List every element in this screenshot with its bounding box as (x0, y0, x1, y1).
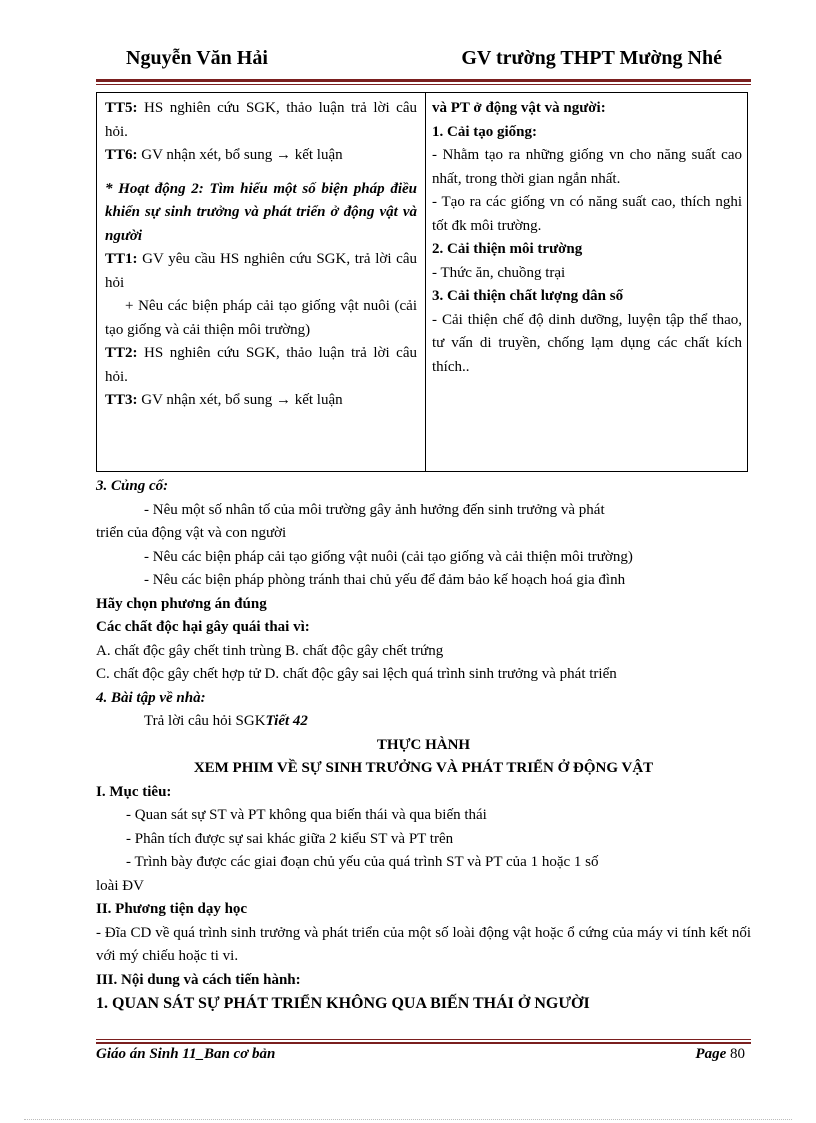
review-item-1a: - Nêu một số nhân tố của môi trường gây ảnh hưởng đến sinh trưởng và phát (144, 501, 605, 518)
review-item-1b: triển của động vật và con người (96, 525, 287, 541)
lesson-table (96, 92, 748, 472)
observation-heading: 1. QUAN SÁT SỰ PHÁT TRIỂN KHÔNG QUA BIẾN THÁI Ở NGƯỜI (96, 995, 590, 1012)
heading-chat-luong-dan-so: 3. Cải thiện chất lượng dân số (432, 288, 624, 304)
tt1-line: TT1: GV yêu cầu HS nghiên cứu SGK, trả lời câu hỏi (105, 251, 417, 291)
quiz-question: Các chất độc hại gây quái thai vì: (96, 619, 310, 635)
objectives-heading: I. Mục tiêu: (96, 783, 172, 800)
point-1: - Nhằm tạo ra những giống vn cho năng suất cao nhất, trong thời gian ngắn nhất. (432, 147, 742, 187)
homework-line: Trả lời câu hỏi SGKTiết 42 (144, 713, 308, 729)
heading-cai-tao-giong: 1. Cải tạo giống: (432, 123, 537, 140)
objective-3b: loài ĐV (96, 877, 144, 894)
quiz-options-ab: A. chất độc gây chết tinh trùng B. chất độc gây chết trứng (96, 642, 444, 659)
tt1-question: + Nêu các biện pháp cải tạo giống vật nuôi (cải tạo giống và cải thiện môi trường) (105, 298, 417, 338)
review-item-3: - Nêu các biện pháp phòng tránh thai chủ yếu để đảm bảo kế hoạch hoá gia đình (144, 572, 626, 588)
page-footer (96, 1046, 751, 1070)
table-right-column (432, 97, 742, 379)
point-4: - Cải thiện chế độ dinh dưỡng, luyện tập thể thao, tư vấn di truyền, chống lạm dụng các chất kích thích.. (432, 311, 742, 375)
right-heading: và PT ở động vật và người: (432, 100, 606, 116)
section-4-heading: 4. Bài tập về nhà: (96, 689, 206, 706)
header-rule-thin (96, 84, 751, 85)
footer-rule (96, 1039, 751, 1040)
quiz-options-cd: C. chất độc gây chết hợp tử D. chất độc gây sai lệch quá trình sinh trưởng và phát triển (96, 666, 617, 682)
tt3-line: TT3: GV nhận xét, bổ sung → kết luận (105, 392, 343, 408)
footer-rule-thick (96, 1042, 751, 1044)
objective-3a: - Trình bày được các giai đoạn chủ yếu của quá trình ST và PT của 1 hoặc 1 số (126, 854, 599, 870)
footer-page: Page 80 (695, 1046, 745, 1062)
choose-heading: Hãy chọn phương án đúng (96, 595, 267, 612)
header-rule (96, 79, 751, 82)
tt6-line: TT6: GV nhận xét, bổ sung → kết luận (105, 147, 343, 163)
point-3: - Thức ăn, chuồng trại (432, 264, 566, 281)
page-header (96, 47, 751, 75)
page-bottom-dots (24, 1119, 792, 1120)
page-number: 80 (730, 1046, 745, 1062)
section-3-heading: 3. Củng cố: (96, 478, 169, 494)
header-author: Nguyễn Văn Hải (126, 47, 268, 69)
lesson-body (96, 475, 751, 1016)
content-heading: III. Nội dung và cách tiến hành: (96, 971, 301, 988)
heading-cai-thien-moi-truong: 2. Cải thiện môi trường (432, 241, 583, 257)
lesson-number: Tiết 42 (265, 713, 308, 729)
tt2-line: TT2: HS nghiên cứu SGK, thảo luận trả lời câu hỏi. (105, 345, 417, 385)
table-column-divider (425, 93, 426, 471)
tt5-line: TT5: HS nghiên cứu SGK, thảo luận trả lời câu hỏi. (105, 100, 417, 140)
header-school: GV trường THPT Mường Nhé (461, 47, 722, 69)
materials-1: - Đĩa CD về quá trình sinh trưởng và phát triển của một số loài động vật hoặc ổ cứng của máy vi tính kết nối với mý chiếu hoặc ti vi. (96, 924, 751, 964)
materials-heading: II. Phương tiện dạy học (96, 901, 248, 917)
objective-2: - Phân tích được sự sai khác giữa 2 kiểu ST và PT trên (126, 830, 454, 847)
film-title: XEM PHIM VỀ SỰ SINH TRƯỞNG VÀ PHÁT TRIỂN Ở ĐỘNG VẬT (193, 760, 654, 776)
objective-1: - Quan sát sự ST và PT không qua biến thái và qua biến thái (126, 807, 487, 823)
practice-title: THỰC HÀNH (376, 736, 471, 753)
point-2: - Tạo ra các giống vn có năng suất cao, thích nghi tốt đk môi trường. (432, 194, 742, 234)
footer-course: Giáo án Sinh 11_Ban cơ bản (96, 1046, 276, 1062)
review-item-2: - Nêu các biện pháp cải tạo giống vật nuôi (cải tạo giống và cải thiện môi trường) (144, 548, 633, 565)
table-left-column (105, 97, 417, 413)
activity-2-heading: * Hoạt động 2: Tìm hiểu một số biện pháp điều khiển sự sinh trưởng và phát triển ở động vật và người (105, 180, 417, 244)
